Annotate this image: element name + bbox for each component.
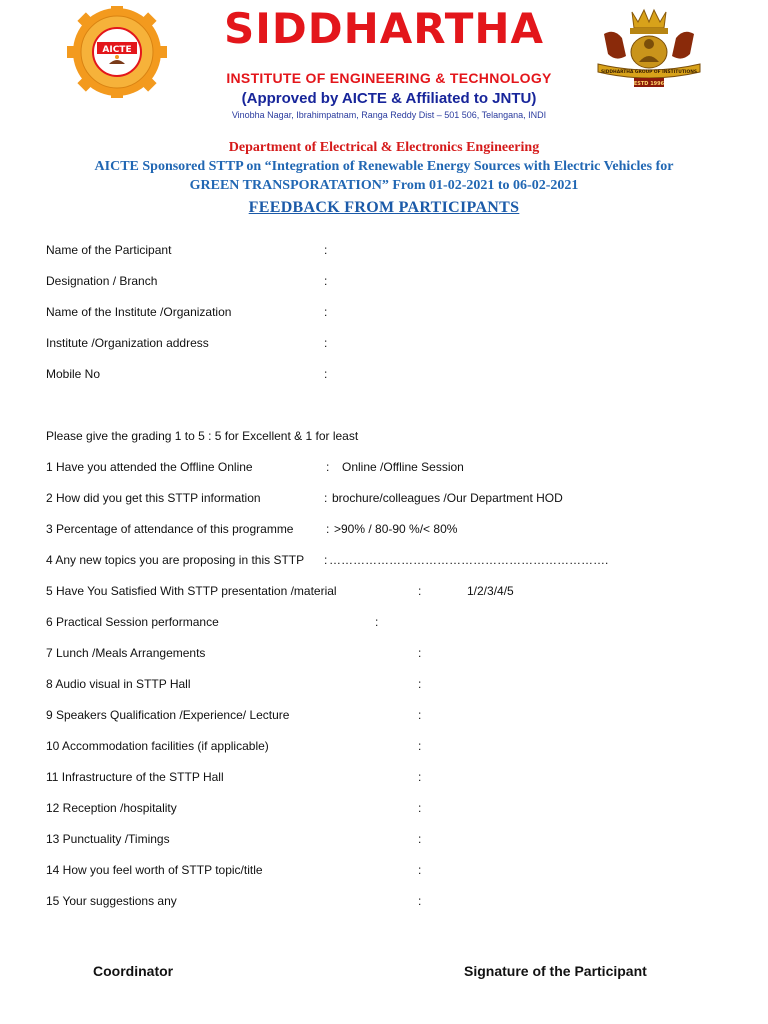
participant-signature-label: Signature of the Participant bbox=[464, 963, 647, 979]
institute-subtitle: INSTITUTE OF ENGINEERING & TECHNOLOGY bbox=[226, 70, 552, 86]
siddhartha-crest-logo bbox=[592, 4, 706, 94]
question-9-label: 9 Speakers Qualification /Experience/ Lecture bbox=[46, 708, 290, 722]
question-10-label: 10 Accommodation facilities (if applicable) bbox=[46, 739, 269, 753]
question-colon: : bbox=[418, 863, 422, 877]
question-1-label: 1 Have you attended the Offline Online bbox=[46, 460, 253, 474]
question-4-label: 4 Any new topics you are proposing in this STTP bbox=[46, 553, 305, 567]
question-colon: : bbox=[418, 894, 422, 908]
question-colon: : bbox=[418, 832, 422, 846]
department-title: Department of Electrical & Electronics Engineering bbox=[228, 140, 540, 155]
grading-note: Please give the grading 1 to 5 : 5 for Excellent & 1 for least bbox=[46, 429, 359, 443]
question-4-blank: ……………………………………………………………. bbox=[329, 553, 609, 567]
field-colon: : bbox=[324, 305, 328, 319]
approval-line: (Approved by AICTE & Affiliated to JNTU) bbox=[241, 90, 537, 107]
question-colon: : bbox=[324, 491, 328, 505]
question-1-options: Online /Offline Session bbox=[342, 460, 464, 474]
field-institute-address-label: Institute /Organization address bbox=[46, 336, 209, 350]
question-3-options: >90% / 80-90 %/< 80% bbox=[334, 522, 458, 536]
institute-name: SIDDHARTHA bbox=[223, 4, 545, 53]
question-14-label: 14 How you feel worth of STTP topic/title bbox=[46, 863, 263, 877]
question-colon: : bbox=[418, 708, 422, 722]
question-5-options: 1/2/3/4/5 bbox=[467, 584, 514, 598]
field-designation-label: Designation / Branch bbox=[46, 274, 158, 288]
question-colon: : bbox=[418, 646, 422, 660]
question-colon: : bbox=[418, 801, 422, 815]
aicte-logo bbox=[58, 6, 176, 98]
question-colon: : bbox=[418, 584, 422, 598]
question-colon: : bbox=[326, 460, 330, 474]
question-colon: : bbox=[324, 553, 328, 567]
aicte-logo-text: AICTE bbox=[102, 45, 132, 55]
question-6-label: 6 Practical Session performance bbox=[46, 615, 219, 629]
question-15-label: 15 Your suggestions any bbox=[46, 894, 177, 908]
question-12-label: 12 Reception /hospitality bbox=[46, 801, 177, 815]
question-colon: : bbox=[326, 522, 330, 536]
question-7-label: 7 Lunch /Meals Arrangements bbox=[46, 646, 206, 660]
form-title: FEEDBACK FROM PARTICIPANTS bbox=[248, 199, 520, 216]
field-colon: : bbox=[324, 336, 328, 350]
institute-address: Vinobha Nagar, Ibrahimpatnam, Ranga Reddy Dist – 501 506, Telangana, INDI bbox=[231, 110, 547, 120]
coordinator-signature-label: Coordinator bbox=[93, 963, 174, 979]
question-3-label: 3 Percentage of attendance of this programme bbox=[46, 522, 294, 536]
question-11-label: 11 Infrastructure of the STTP Hall bbox=[46, 770, 224, 784]
crest-banner-text: SIDDHARTHA GROUP OF INSTITUTIONS bbox=[600, 70, 698, 75]
question-2-options: brochure/colleagues /Our Department HOD bbox=[332, 491, 563, 505]
question-colon: : bbox=[418, 739, 422, 753]
question-5-label: 5 Have You Satisfied With STTP presentation /material bbox=[46, 584, 337, 598]
sttp-title-line-2: GREEN TRANSPORATATION” From 01-02-2021 to 06-02-2021 bbox=[189, 178, 579, 193]
question-colon: : bbox=[418, 770, 422, 784]
question-13-label: 13 Punctuality /Timings bbox=[46, 832, 170, 846]
field-colon: : bbox=[324, 367, 328, 381]
question-2-label: 2 How did you get this STTP information bbox=[46, 491, 261, 505]
field-mobile-label: Mobile No bbox=[46, 367, 101, 381]
question-colon: : bbox=[418, 677, 422, 691]
field-colon: : bbox=[324, 243, 328, 257]
crest-year-text: ESTD 1996 bbox=[633, 81, 665, 87]
question-8-label: 8 Audio visual in STTP Hall bbox=[46, 677, 191, 691]
field-colon: : bbox=[324, 274, 328, 288]
sttp-title-line-1: AICTE Sponsored STTP on “Integration of Renewable Energy Sources with Electric Vehicles for bbox=[94, 159, 674, 174]
field-participant-name-label: Name of the Participant bbox=[46, 243, 172, 257]
question-colon: : bbox=[375, 615, 379, 629]
field-institute-name-label: Name of the Institute /Organization bbox=[46, 305, 232, 319]
